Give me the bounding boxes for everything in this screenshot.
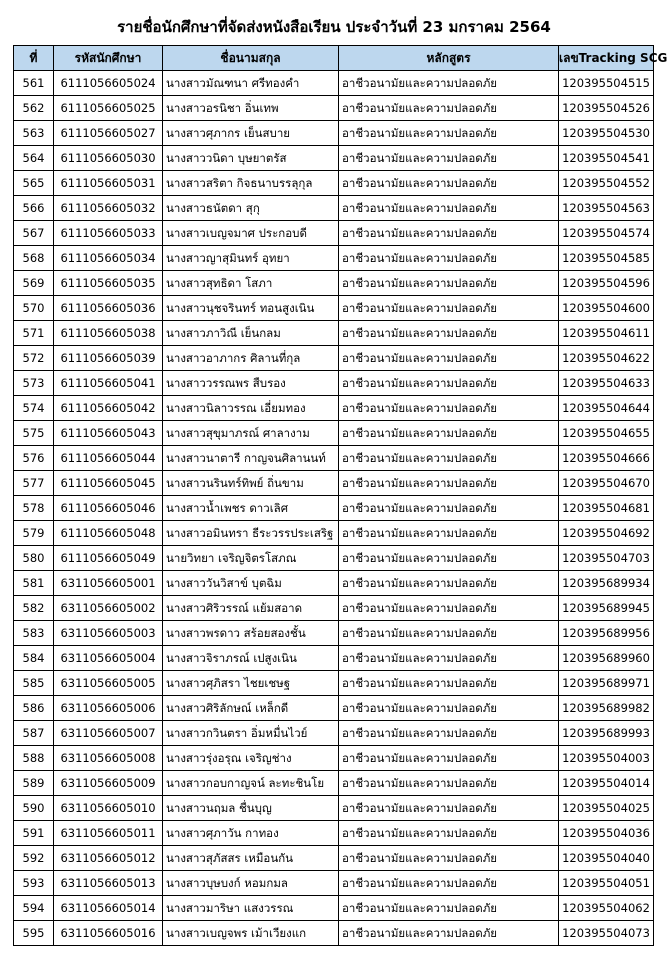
course-name: อาชีวอนามัยและความปลอดภัย <box>339 821 559 846</box>
student-id: 6311056605005 <box>54 671 163 696</box>
student-name: นางสาวรุ่งอรุณ เจริญช่าง <box>163 746 339 771</box>
course-name: อาชีวอนามัยและความปลอดภัย <box>339 646 559 671</box>
tracking-number: 120395689982 <box>559 696 654 721</box>
student-id: 6311056605011 <box>54 821 163 846</box>
tracking-number: 120395504530 <box>559 121 654 146</box>
student-id: 6111056605024 <box>54 71 163 96</box>
student-id: 6111056605036 <box>54 296 163 321</box>
student-id: 6111056605034 <box>54 246 163 271</box>
table-row <box>14 646 654 671</box>
course-name: อาชีวอนามัยและความปลอดภัย <box>339 196 559 221</box>
course-name: อาชีวอนามัยและความปลอดภัย <box>339 546 559 571</box>
course-name: อาชีวอนามัยและความปลอดภัย <box>339 396 559 421</box>
course-name: อาชีวอนามัยและความปลอดภัย <box>339 896 559 921</box>
table-row <box>14 371 654 396</box>
tracking-number: 120395504681 <box>559 496 654 521</box>
table-row <box>14 196 654 221</box>
table-row <box>14 96 654 121</box>
student-id: 6111056605044 <box>54 446 163 471</box>
student-name: นางสาวสุทธิดา โสภา <box>163 271 339 296</box>
student-id: 6311056605006 <box>54 696 163 721</box>
row-number: 586 <box>14 696 54 721</box>
course-name: อาชีวอนามัยและความปลอดภัย <box>339 921 559 946</box>
table-row <box>14 421 654 446</box>
table-row <box>14 771 654 796</box>
course-name: อาชีวอนามัยและความปลอดภัย <box>339 221 559 246</box>
tracking-number: 120395504596 <box>559 271 654 296</box>
row-number: 595 <box>14 921 54 946</box>
table-row <box>14 821 654 846</box>
student-id: 6311056605001 <box>54 571 163 596</box>
row-number: 582 <box>14 596 54 621</box>
table-row <box>14 321 654 346</box>
row-number: 576 <box>14 446 54 471</box>
student-name: นางสาวญาสุมินทร์ อุทยา <box>163 246 339 271</box>
row-number: 575 <box>14 421 54 446</box>
tracking-number: 120395689971 <box>559 671 654 696</box>
student-name: นางสาวน้ำเพชร ดาวเลิศ <box>163 496 339 521</box>
course-name: อาชีวอนามัยและความปลอดภัย <box>339 246 559 271</box>
course-name: อาชีวอนามัยและความปลอดภัย <box>339 71 559 96</box>
student-name: นางสาวมัณฑนา ศรีทองคำ <box>163 71 339 96</box>
student-id: 6111056605033 <box>54 221 163 246</box>
row-number: 583 <box>14 621 54 646</box>
table-row <box>14 796 654 821</box>
shipment-table <box>13 45 668 946</box>
row-number: 561 <box>14 71 54 96</box>
table-row <box>14 471 654 496</box>
tracking-number: 120395504541 <box>559 146 654 171</box>
table-row <box>14 846 654 871</box>
student-id: 6311056605014 <box>54 896 163 921</box>
student-id: 6311056605004 <box>54 646 163 671</box>
tracking-number: 120395504014 <box>559 771 654 796</box>
table-row <box>14 396 654 421</box>
course-name: อาชีวอนามัยและความปลอดภัย <box>339 871 559 896</box>
row-number: 573 <box>14 371 54 396</box>
student-name: นางสาวนรินทร์ทิพย์ ถิ่นขาม <box>163 471 339 496</box>
tracking-number: 120395504611 <box>559 321 654 346</box>
row-number: 570 <box>14 296 54 321</box>
row-number: 589 <box>14 771 54 796</box>
student-id: 6311056605007 <box>54 721 163 746</box>
table-row <box>14 496 654 521</box>
table-row <box>14 871 654 896</box>
tracking-number: 120395504003 <box>559 746 654 771</box>
student-name: นางสาววันวิสาข์ บุตฉิม <box>163 571 339 596</box>
student-name: นางสาวเบญจมาศ ประกอบดี <box>163 221 339 246</box>
student-name: นางสาวเบญจพร เม้าเวียงแก <box>163 921 339 946</box>
tracking-number: 120395504692 <box>559 521 654 546</box>
course-name: อาชีวอนามัยและความปลอดภัย <box>339 421 559 446</box>
tracking-number: 120395504666 <box>559 446 654 471</box>
row-number: 572 <box>14 346 54 371</box>
student-name: นางสาวพรดาว สร้อยสองชั้น <box>163 621 339 646</box>
student-id: 6311056605002 <box>54 596 163 621</box>
document-title: รายชื่อนักศึกษาที่จัดส่งหนังสือเรียน ประจำวันที่ 23 มกราคม 2564 <box>117 18 551 36</box>
course-name: อาชีวอนามัยและความปลอดภัย <box>339 471 559 496</box>
row-number: 587 <box>14 721 54 746</box>
student-name: นางสาวศิริวรรณ์ แย้มสอาด <box>163 596 339 621</box>
tracking-number: 120395504574 <box>559 221 654 246</box>
tracking-number: 120395504585 <box>559 246 654 271</box>
student-id: 6111056605038 <box>54 321 163 346</box>
course-name: อาชีวอนามัยและความปลอดภัย <box>339 371 559 396</box>
table-row <box>14 346 654 371</box>
student-name: นางสาวศุภาวัน กาทอง <box>163 821 339 846</box>
table-row <box>14 146 654 171</box>
tracking-number: 120395504703 <box>559 546 654 571</box>
course-name: อาชีวอนามัยและความปลอดภัย <box>339 796 559 821</box>
tracking-number: 120395504025 <box>559 796 654 821</box>
header-full-name: ชื่อนามสกุล <box>163 46 339 71</box>
tracking-number: 120395504073 <box>559 921 654 946</box>
course-name: อาชีวอนามัยและความปลอดภัย <box>339 596 559 621</box>
tracking-number: 120395504051 <box>559 871 654 896</box>
table-row <box>14 721 654 746</box>
table-row <box>14 671 654 696</box>
student-name: นางสาววรรณพร สืบรอง <box>163 371 339 396</box>
student-id: 6111056605043 <box>54 421 163 446</box>
row-number: 579 <box>14 521 54 546</box>
course-name: อาชีวอนามัยและความปลอดภัย <box>339 271 559 296</box>
student-id: 6111056605030 <box>54 146 163 171</box>
table-row <box>14 121 654 146</box>
student-id: 6111056605031 <box>54 171 163 196</box>
row-number: 580 <box>14 546 54 571</box>
header-tracking-number: เลขTracking SCG <box>559 46 654 71</box>
tracking-number: 120395504633 <box>559 371 654 396</box>
student-name: นายวิทยา เจริญจิตรโสภณ <box>163 546 339 571</box>
tracking-number: 120395504515 <box>559 71 654 96</box>
row-number: 577 <box>14 471 54 496</box>
student-name: นางสาวอรนิชา อิ่นเทพ <box>163 96 339 121</box>
student-name: นางสาวสริตา กิจธนาบรรลุกุล <box>163 171 339 196</box>
row-number: 571 <box>14 321 54 346</box>
student-name: นางสาวจิราภรณ์ เปสูงเนิน <box>163 646 339 671</box>
course-name: อาชีวอนามัยและความปลอดภัย <box>339 621 559 646</box>
table-row <box>14 71 654 96</box>
tracking-number: 120395504600 <box>559 296 654 321</box>
student-name: นางสาวนฤมล ชื่นบุญ <box>163 796 339 821</box>
course-name: อาชีวอนามัยและความปลอดภัย <box>339 446 559 471</box>
student-id: 6311056605009 <box>54 771 163 796</box>
student-name: นางสาวศุภากร เย็นสบาย <box>163 121 339 146</box>
table-row <box>14 746 654 771</box>
student-id: 6111056605045 <box>54 471 163 496</box>
course-name: อาชีวอนามัยและความปลอดภัย <box>339 96 559 121</box>
student-name: นางสาวนิลาวรรณ เอี่ยมทอง <box>163 396 339 421</box>
student-id: 6311056605012 <box>54 846 163 871</box>
row-number: 590 <box>14 796 54 821</box>
row-number: 562 <box>14 96 54 121</box>
student-id: 6111056605032 <box>54 196 163 221</box>
student-name: นางสาวสุภัสสร เหมือนกัน <box>163 846 339 871</box>
header-student-id: รหัสนักศึกษา <box>54 46 163 71</box>
row-number: 569 <box>14 271 54 296</box>
row-number: 584 <box>14 646 54 671</box>
row-number: 585 <box>14 671 54 696</box>
row-number: 594 <box>14 896 54 921</box>
table-row <box>14 546 654 571</box>
course-name: อาชีวอนามัยและความปลอดภัย <box>339 521 559 546</box>
course-name: อาชีวอนามัยและความปลอดภัย <box>339 721 559 746</box>
header-course: หลักสูตร <box>339 46 559 71</box>
student-name: นางสาวมาริษา แสงวรรณ <box>163 896 339 921</box>
student-name: นางสาวภาวิณี เย็นกลม <box>163 321 339 346</box>
tracking-number: 120395504552 <box>559 171 654 196</box>
student-id: 6111056605039 <box>54 346 163 371</box>
student-id: 6111056605035 <box>54 271 163 296</box>
row-number: 591 <box>14 821 54 846</box>
tracking-number: 120395504563 <box>559 196 654 221</box>
student-id: 6311056605016 <box>54 921 163 946</box>
student-name: นางสาวศิริลักษณ์ เหล็กดี <box>163 696 339 721</box>
student-name: นางสาวกวินตรา อิ่มหมื่นไวย์ <box>163 721 339 746</box>
course-name: อาชีวอนามัยและความปลอดภัย <box>339 171 559 196</box>
course-name: อาชีวอนามัยและความปลอดภัย <box>339 321 559 346</box>
tracking-number: 120395689945 <box>559 596 654 621</box>
tracking-number: 120395504526 <box>559 96 654 121</box>
row-number: 578 <box>14 496 54 521</box>
row-number: 581 <box>14 571 54 596</box>
student-id: 6311056605010 <box>54 796 163 821</box>
course-name: อาชีวอนามัยและความปลอดภัย <box>339 671 559 696</box>
row-number: 567 <box>14 221 54 246</box>
student-id: 6311056605013 <box>54 871 163 896</box>
tracking-number: 120395504644 <box>559 396 654 421</box>
row-number: 565 <box>14 171 54 196</box>
student-name: นางสาวศุภิสรา ไชยเชษฐ <box>163 671 339 696</box>
table-row <box>14 596 654 621</box>
student-name: นางสาวนาตารี กาญจนศิลานนท์ <box>163 446 339 471</box>
tracking-number: 120395504622 <box>559 346 654 371</box>
table-row <box>14 571 654 596</box>
header-number: ที่ <box>14 46 54 71</box>
course-name: อาชีวอนามัยและความปลอดภัย <box>339 121 559 146</box>
student-id: 6311056605008 <box>54 746 163 771</box>
student-id: 6111056605049 <box>54 546 163 571</box>
table-row <box>14 896 654 921</box>
tracking-number: 120395689993 <box>559 721 654 746</box>
student-name: นางสาวธนัตดา สุกุ <box>163 196 339 221</box>
student-name: นางสาวนุชจรินทร์ ทอนสูงเนิน <box>163 296 339 321</box>
course-name: อาชีวอนามัยและความปลอดภัย <box>339 496 559 521</box>
row-number: 566 <box>14 196 54 221</box>
table-row <box>14 621 654 646</box>
student-name: นางสาวกอบกาญจน์ ละทะชินโย <box>163 771 339 796</box>
tracking-number: 120395504036 <box>559 821 654 846</box>
tracking-number: 120395689956 <box>559 621 654 646</box>
table-row <box>14 246 654 271</box>
table-row <box>14 696 654 721</box>
course-name: อาชีวอนามัยและความปลอดภัย <box>339 296 559 321</box>
header-row <box>14 46 654 71</box>
tracking-number: 120395504670 <box>559 471 654 496</box>
table-row <box>14 521 654 546</box>
course-name: อาชีวอนามัยและความปลอดภัย <box>339 746 559 771</box>
row-number: 588 <box>14 746 54 771</box>
student-id: 6111056605027 <box>54 121 163 146</box>
course-name: อาชีวอนามัยและความปลอดภัย <box>339 771 559 796</box>
student-name: นางสาววนิดา บุษยาตรัส <box>163 146 339 171</box>
tracking-number: 120395689934 <box>559 571 654 596</box>
table-row <box>14 271 654 296</box>
course-name: อาชีวอนามัยและความปลอดภัย <box>339 696 559 721</box>
student-name: นางสาวสุขุมาภรณ์ ศาลางาม <box>163 421 339 446</box>
tracking-number: 120395689960 <box>559 646 654 671</box>
student-name: นางสาวอมินทรา ธีระวรรประเสริฐ <box>163 521 339 546</box>
course-name: อาชีวอนามัยและความปลอดภัย <box>339 346 559 371</box>
student-id: 6111056605041 <box>54 371 163 396</box>
table-row <box>14 446 654 471</box>
row-number: 592 <box>14 846 54 871</box>
course-name: อาชีวอนามัยและความปลอดภัย <box>339 146 559 171</box>
table-row <box>14 921 654 946</box>
student-name: นางสาวอาภากร ศิลานที่กุล <box>163 346 339 371</box>
row-number: 563 <box>14 121 54 146</box>
table-row <box>14 221 654 246</box>
course-name: อาชีวอนามัยและความปลอดภัย <box>339 846 559 871</box>
table-row <box>14 171 654 196</box>
student-id: 6111056605042 <box>54 396 163 421</box>
row-number: 564 <box>14 146 54 171</box>
tracking-number: 120395504655 <box>559 421 654 446</box>
table-body <box>14 71 654 946</box>
tracking-number: 120395504062 <box>559 896 654 921</box>
student-id: 6111056605046 <box>54 496 163 521</box>
tracking-number: 120395504040 <box>559 846 654 871</box>
row-number: 574 <box>14 396 54 421</box>
student-name: นางสาวบุษบงก์ หอมกมล <box>163 871 339 896</box>
row-number: 593 <box>14 871 54 896</box>
student-id: 6311056605003 <box>54 621 163 646</box>
student-id: 6111056605048 <box>54 521 163 546</box>
table-row <box>14 296 654 321</box>
course-name: อาชีวอนามัยและความปลอดภัย <box>339 571 559 596</box>
row-number: 568 <box>14 246 54 271</box>
student-id: 6111056605025 <box>54 96 163 121</box>
